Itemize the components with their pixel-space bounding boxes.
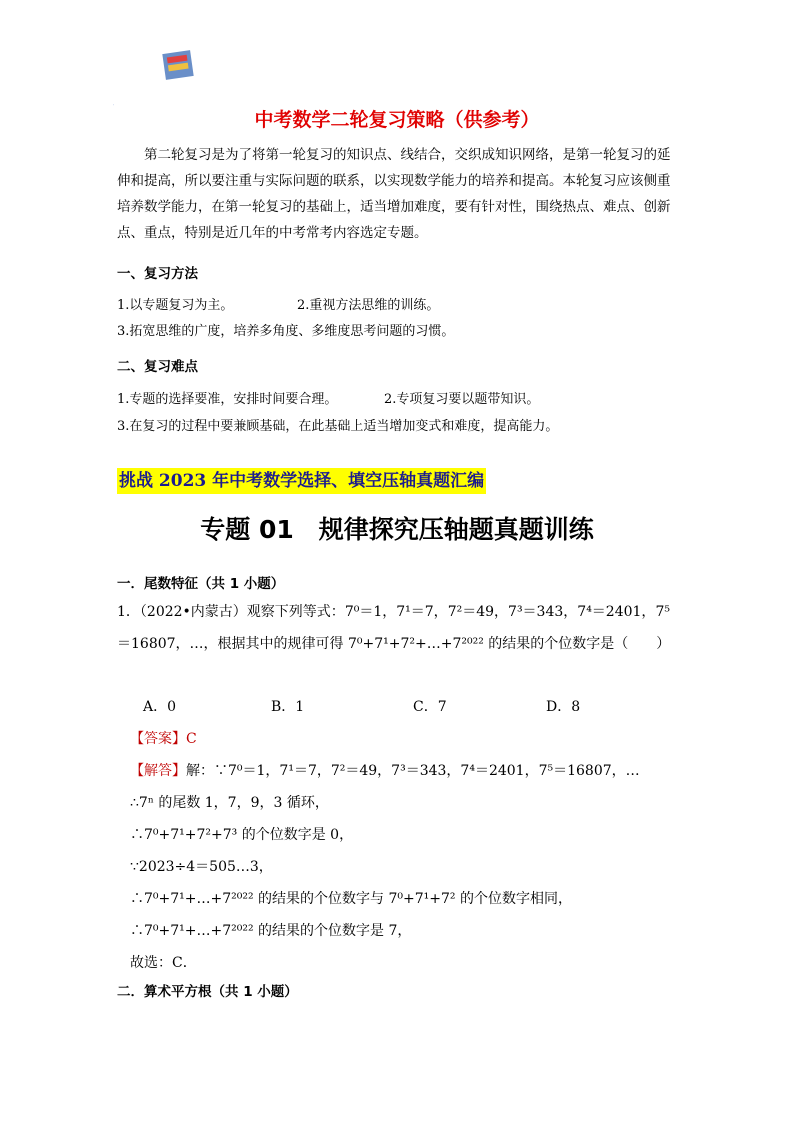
answer-line: 【答案】C <box>130 731 197 747</box>
solution-line-7: 故选：C． <box>130 955 197 971</box>
solution-line-3: ∴7⁰+7¹+7²+7³ 的个位数字是 0， <box>130 827 354 843</box>
solution-line-4: ∵2023÷4＝505…3， <box>130 859 273 875</box>
intro-paragraph: 第二轮复习是为了将第一轮复习的知识点、线结合，交织成知识网络，是第一轮复习的延伸和提高，所以要注重与实际问题的联系，以实现数学能力的培养和提高。本轮复习应该侧重培养数学能力，在第一轮复习的基础上，适当增加难度，要有针对性，围绕热点、难点、创新点、重点，特别是近几年的中考常考内容选定专题。 <box>117 147 671 241</box>
question-sequence: 7⁰＝1，7¹＝7，7²＝49，7³＝343，7⁴＝2401，7⁵＝16807，…， <box>117 604 670 652</box>
difficulties-line-1 <box>117 388 539 407</box>
question-number: 1． <box>117 604 140 620</box>
topic-heading: 专题 01 规律探究压轴题真题训练 <box>200 515 594 544</box>
svg-text:倒计时: 倒计时 <box>110 97 177 122</box>
section-heading-difficulties: 二、复习难点 <box>117 359 198 375</box>
answer-value: C <box>186 731 197 747</box>
solution-label: 【解答】 <box>130 763 186 779</box>
methods-line-1 <box>117 294 439 313</box>
difficulty-item-1: 1.专题的选择要准，安排时间要合理。 <box>117 392 338 407</box>
solution-line-2: ∴7ⁿ 的尾数 1，7，9，3 循环， <box>130 795 329 811</box>
page-title: 中考数学二轮复习策略（供参考） <box>254 109 540 131</box>
options-row <box>143 696 580 716</box>
difficulty-item-2: 2.专项复习要以题带知识。 <box>384 392 540 407</box>
option-d: D．8 <box>546 699 581 715</box>
part-heading-1: 一．尾数特征（共 1 小题） <box>117 576 285 592</box>
section-heading-methods: 一、复习方法 <box>117 266 198 282</box>
method-item-2: 2.重视方法思维的训练。 <box>297 298 440 313</box>
method-item-1: 1.以专题复习为主。 <box>117 298 234 313</box>
challenge-banner: 挑战 2023 年中考数学选择、填空压轴真题汇编 <box>117 468 486 494</box>
question-source: （2022•内蒙古）观察下列等式： <box>139 604 345 620</box>
question-1 <box>117 596 677 660</box>
question-ask: 根据其中的规律可得 7⁰+7¹+7²+…+7²⁰²² 的结果的个位数字是（ ） <box>217 636 671 652</box>
solution-line-6: ∴7⁰+7¹+…+7²⁰²² 的结果的个位数字是 7， <box>130 923 412 939</box>
part-heading-2: 二．算术平方根（共 1 小题） <box>117 984 298 1000</box>
svg-text:考: 考 <box>126 57 156 92</box>
solution-line-1: 【解答】解：∵7⁰＝1，7¹＝7，7²＝49，7³＝343，7⁴＝2401，7⁵＝16807，… <box>130 763 640 779</box>
solution-line-5: ∴7⁰+7¹+…+7²⁰²² 的结果的个位数字与 7⁰+7¹+7² 的个位数字相同， <box>130 891 572 907</box>
svg-text:中: 中 <box>90 58 127 99</box>
option-c: C．7 <box>413 699 447 715</box>
option-b: B．1 <box>271 699 305 715</box>
option-a: A．0 <box>143 699 177 715</box>
method-item-3: 3.拓宽思维的广度，培养多角度、多维度思考问题的习惯。 <box>117 324 455 339</box>
difficulty-item-3: 3.在复习的过程中要兼顾基础，在此基础上适当增加变式和难度，提高能力。 <box>117 419 559 434</box>
